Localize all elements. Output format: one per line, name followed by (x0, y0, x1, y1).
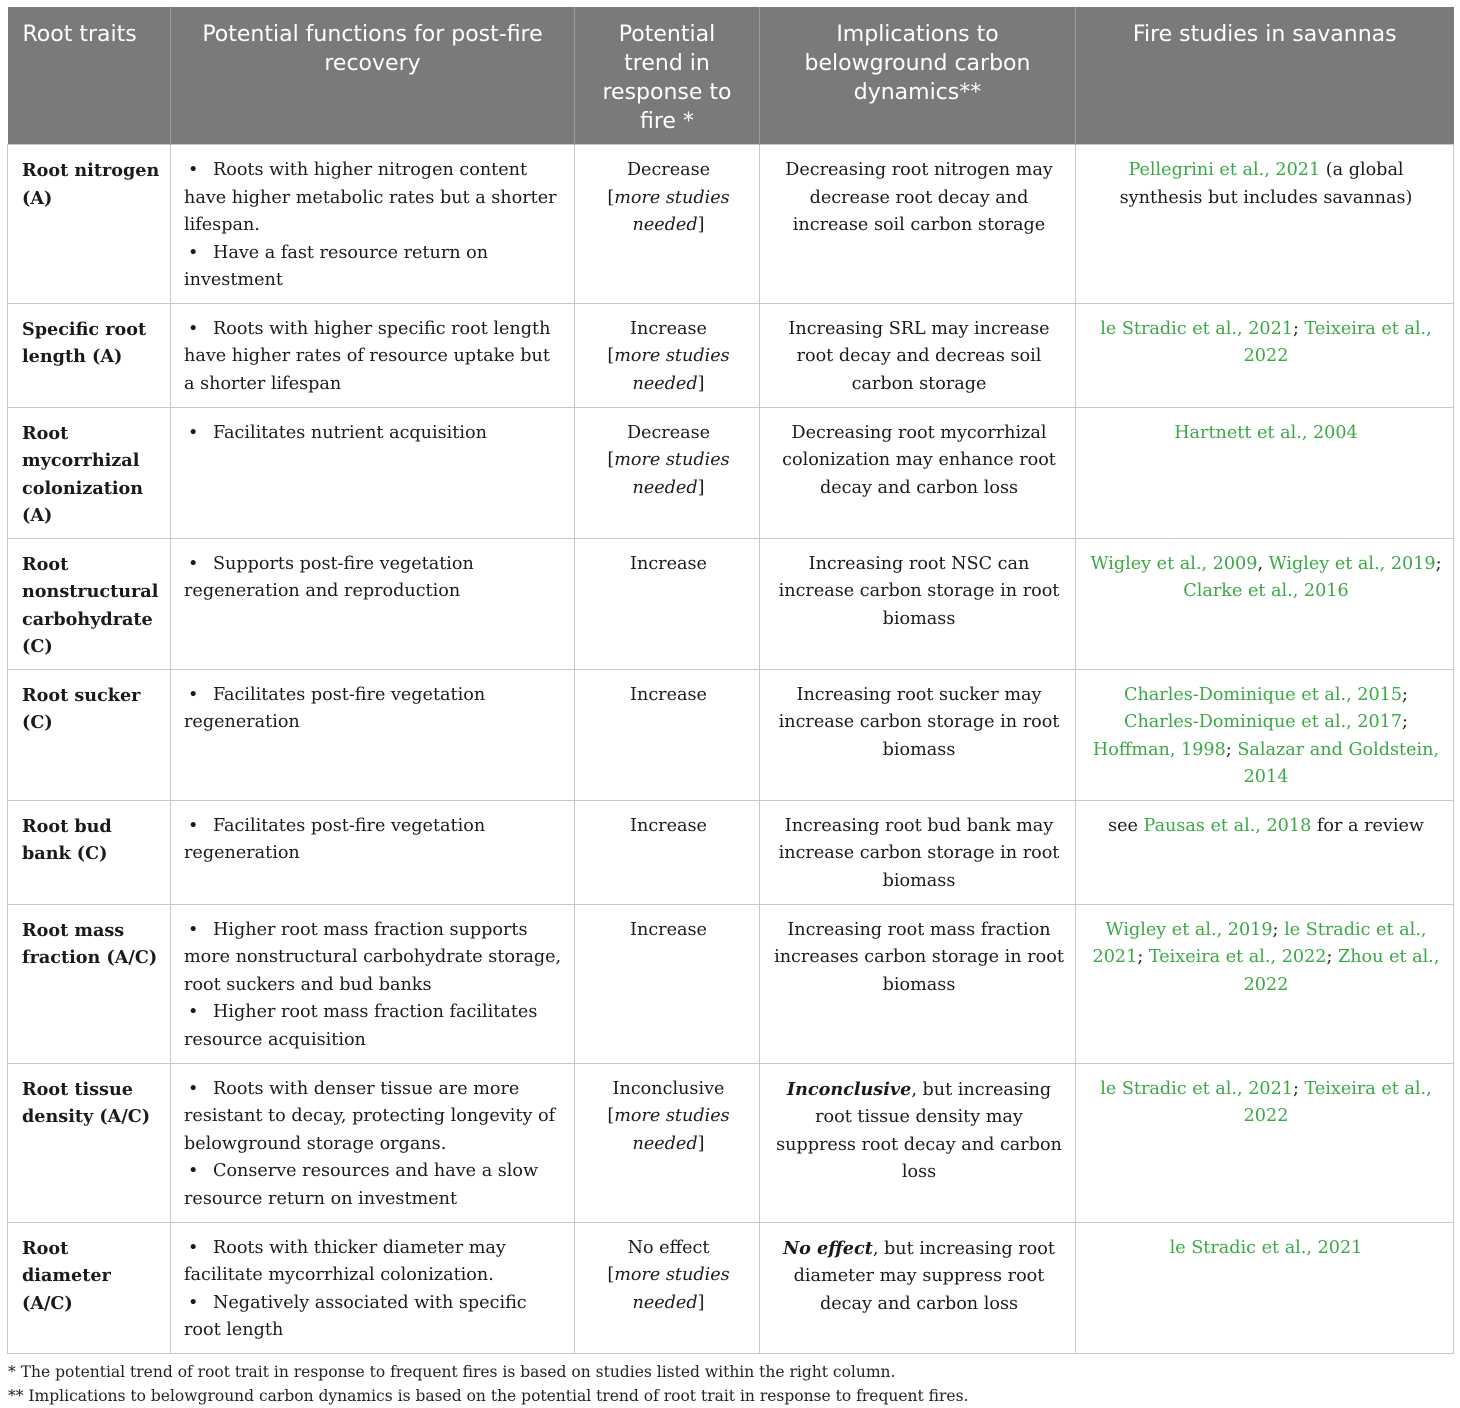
trend-value: Inconclusive (612, 1078, 725, 1099)
implication-text: Increasing SRL may increase root decay and decreas soil carbon storage (788, 318, 1050, 394)
table-header-row (8, 7, 1454, 145)
citation-link[interactable]: Wigley et al., 2019 (1268, 553, 1436, 574)
trend-cell (575, 904, 760, 1063)
trait-cell: Root diameter (A/C) (8, 1222, 171, 1353)
bullet-icon: • (188, 815, 199, 836)
bullet-icon: • (188, 553, 199, 574)
trend-note-text: more studies needed (614, 1106, 730, 1154)
citation-text: , (1257, 553, 1269, 574)
citation-text: ; (1225, 739, 1238, 760)
trend-cell (575, 538, 760, 669)
studies-cell (1076, 303, 1454, 407)
trend-note: [more studies needed] (607, 346, 730, 394)
citation-text: ; (1435, 553, 1442, 574)
citation-link[interactable]: Charles-Dominique et al., 2017 (1124, 712, 1403, 732)
table-row (8, 1222, 1454, 1353)
function-text: Facilitates post-fire vegetation regeneration (184, 684, 486, 732)
citation-text: ; (1326, 947, 1338, 967)
functions-cell (171, 145, 575, 304)
citation-link[interactable]: le Stradic et al., 2021 (1169, 1237, 1363, 1258)
trend-cell (575, 303, 760, 407)
trend-note: [more studies needed] (607, 1265, 730, 1313)
trend-value: Increase (630, 919, 707, 940)
functions-cell (171, 1063, 575, 1222)
bullet-icon: • (188, 422, 199, 443)
function-bullet (184, 551, 564, 606)
trend-value: Increase (630, 684, 707, 705)
trait-cell: Root mass fraction (A/C) (8, 904, 171, 1063)
function-text: Higher root mass fraction supports more nonstructural carbohydrate storage, root suckers and bud banks (184, 919, 562, 995)
citation-link[interactable]: Wigley et al., 2009 (1090, 553, 1258, 574)
bullet-icon: • (188, 1237, 199, 1258)
citation-text: ; (1292, 1078, 1305, 1099)
function-bullet (184, 917, 564, 1000)
functions-cell (171, 800, 575, 904)
trend-note: [more studies needed] (607, 1106, 730, 1154)
function-bullet (184, 420, 564, 448)
function-text: Supports post-fire vegetation regeneration and reproduction (184, 553, 474, 601)
citation-link[interactable]: Hoffman, 1998 (1092, 739, 1226, 760)
citation-link[interactable]: Clarke et al., 2016 (1183, 581, 1349, 601)
implication-lead: Inconclusive (786, 1078, 912, 1100)
citation-link[interactable]: Pellegrini et al., 2021 (1128, 160, 1321, 180)
trend-note-text: more studies needed (614, 1265, 730, 1313)
implication-text: Decreasing root mycorrhizal colonization may enhance root decay and carbon loss (782, 422, 1056, 498)
studies-cell (1076, 669, 1454, 800)
table-row (8, 669, 1454, 800)
trend-cell (575, 1222, 760, 1353)
citation-text: for a review (1311, 815, 1424, 836)
citation-link[interactable]: le Stradic et al., 2021 (1100, 318, 1293, 339)
implication-text: Increasing root sucker may increase carbon storage in root biomass (778, 684, 1060, 760)
function-text: Have a fast resource return on investment (184, 242, 489, 290)
implication-text: Increasing root NSC can increase carbon storage in root biomass (778, 553, 1060, 629)
trend-cell (575, 800, 760, 904)
implication-lead: No effect (783, 1237, 873, 1259)
functions-cell (171, 538, 575, 669)
bullet-icon: • (188, 1161, 199, 1181)
root-traits-table (7, 7, 1454, 1354)
trend-cell (575, 407, 760, 538)
table-container (7, 7, 1453, 1408)
implication-cell (760, 669, 1076, 800)
header-implications: Implications to belowground carbon dynamics** (760, 7, 1076, 145)
trend-note-text: more studies needed (614, 187, 730, 235)
footnote: * The potential trend of root trait in response to frequent fires is based on studies listed within the right column. (8, 1362, 896, 1381)
trend-value: Increase (630, 815, 707, 836)
studies-cell (1076, 1063, 1454, 1222)
citation-link[interactable]: Teixeira et al., 2022 (1243, 318, 1432, 366)
implication-cell (760, 407, 1076, 538)
table-row (8, 303, 1454, 407)
citation-link[interactable]: le Stradic et al., 2021 (1092, 919, 1427, 967)
citation-text: see (1108, 815, 1144, 836)
citation-text: ; (1272, 919, 1285, 940)
citation-text: ; (1402, 684, 1408, 705)
citation-link[interactable]: Teixeira et al., 2022 (1243, 1078, 1432, 1126)
trait-cell: Root nitrogen (A) (8, 145, 171, 304)
trend-cell (575, 145, 760, 304)
citation-link[interactable]: Hartnett et al., 2004 (1174, 422, 1358, 443)
citation-text: ; (1292, 318, 1305, 339)
trend-note: [more studies needed] (607, 450, 730, 498)
trait-cell: Root bud bank (C) (8, 800, 171, 904)
implication-text: , but increasing root diameter may suppress root decay and carbon loss (793, 1238, 1055, 1314)
table-row (8, 1063, 1454, 1222)
implication-text: Increasing root mass fraction increases carbon storage in root biomass (774, 919, 1064, 995)
table-row (8, 538, 1454, 669)
function-bullet (184, 316, 564, 399)
bullet-icon: • (188, 1002, 199, 1022)
implication-cell (760, 303, 1076, 407)
header-potential-functions: Potential functions for post-fire recovery (171, 7, 575, 145)
header-root-traits: Root traits (8, 7, 171, 145)
citation-text: (a global synthesis but includes savannas) (1119, 160, 1413, 208)
function-bullet (184, 240, 564, 295)
studies-cell (1076, 145, 1454, 304)
function-text: Negatively associated with specific root length (184, 1292, 527, 1340)
trend-note-text: more studies needed (614, 450, 730, 498)
bullet-icon: • (188, 318, 199, 339)
trait-cell: Root mycorrhizal colonization (A) (8, 407, 171, 538)
bullet-icon: • (188, 242, 199, 263)
trait-cell: Root sucker (C) (8, 669, 171, 800)
table-body (8, 145, 1454, 1354)
function-bullet (184, 682, 564, 737)
implication-cell (760, 1063, 1076, 1222)
function-text: Higher root mass fraction facilitates resource acquisition (184, 1002, 538, 1050)
trend-value: Increase (630, 318, 707, 339)
citation-link[interactable]: Zhou et al., 2022 (1243, 947, 1440, 995)
functions-cell (171, 407, 575, 538)
function-text: Conserve resources and have a slow resource return on investment (184, 1161, 539, 1209)
function-text: Facilitates post-fire vegetation regeneration (184, 815, 486, 863)
citation-link[interactable]: Teixeira et al., 2022 (1148, 947, 1327, 967)
function-bullet (184, 1076, 564, 1159)
bullet-icon: • (188, 1292, 199, 1313)
bullet-icon: • (188, 1078, 199, 1099)
function-bullet (184, 1235, 564, 1290)
trend-value: No effect (627, 1237, 710, 1258)
implication-cell (760, 1222, 1076, 1353)
implication-cell (760, 145, 1076, 304)
implication-text: Increasing root bud bank may increase carbon storage in root biomass (778, 815, 1060, 891)
header-fire-studies: Fire studies in savannas (1076, 7, 1454, 145)
implication-cell (760, 538, 1076, 669)
table-row (8, 800, 1454, 904)
trend-cell (575, 669, 760, 800)
table-row (8, 407, 1454, 538)
table-row (8, 145, 1454, 304)
bullet-icon: • (188, 684, 199, 705)
function-bullet (184, 157, 564, 240)
table-footnotes (7, 1360, 1453, 1408)
trend-value: Decrease (626, 160, 711, 180)
function-bullet (184, 813, 564, 868)
studies-cell (1076, 800, 1454, 904)
function-bullet (184, 1290, 564, 1345)
implication-text: , but increasing root tissue density may suppress root decay and carbon loss (776, 1079, 1062, 1182)
functions-cell (171, 904, 575, 1063)
trend-value: Decrease (626, 422, 711, 443)
functions-cell (171, 303, 575, 407)
functions-cell (171, 1222, 575, 1353)
function-text: Roots with thicker diameter may facilitate mycorrhizal colonization. (184, 1237, 506, 1285)
citation-link[interactable]: le Stradic et al., 2021 (1100, 1078, 1293, 1099)
trend-value: Increase (630, 553, 707, 574)
citation-link[interactable]: Wigley et al., 2019 (1105, 919, 1273, 940)
function-text: Roots with higher nitrogen content have higher metabolic rates but a shorter lifespan. (184, 160, 557, 235)
function-text: Roots with higher specific root length have higher rates of resource uptake but a shorter lifespan (184, 318, 551, 394)
citation-text: ; (1402, 712, 1408, 732)
citation-text: ; (1137, 947, 1149, 967)
trait-cell: Specific root length (A) (8, 303, 171, 407)
citation-link[interactable]: Pausas et al., 2018 (1143, 815, 1312, 836)
trend-cell (575, 1063, 760, 1222)
studies-cell (1076, 904, 1454, 1063)
trait-cell: Root tissue density (A/C) (8, 1063, 171, 1222)
trend-note-text: more studies needed (614, 346, 730, 394)
studies-cell (1076, 538, 1454, 669)
implication-cell (760, 904, 1076, 1063)
function-text: Roots with denser tissue are more resistant to decay, protecting longevity of belowground storage organs. (184, 1078, 556, 1154)
studies-cell (1076, 1222, 1454, 1353)
implication-text: Decreasing root nitrogen may decrease root decay and increase soil carbon storage (785, 160, 1053, 235)
citation-link[interactable]: Charles-Dominique et al., 2015 (1124, 684, 1403, 705)
function-bullet (184, 1158, 564, 1213)
trend-note: [more studies needed] (607, 187, 730, 235)
function-text: Facilitates nutrient acquisition (213, 422, 487, 443)
bullet-icon: • (188, 919, 199, 940)
trait-cell: Root nonstructural carbohydrate (C) (8, 538, 171, 669)
citation-link[interactable]: Salazar and Goldstein, 2014 (1237, 739, 1440, 787)
function-bullet (184, 999, 564, 1054)
footnote: ** Implications to belowground carbon dynamics is based on the potential trend of root trait in response to frequent fires. (8, 1386, 969, 1405)
functions-cell (171, 669, 575, 800)
bullet-icon: • (188, 160, 199, 180)
table-row (8, 904, 1454, 1063)
implication-cell (760, 800, 1076, 904)
studies-cell (1076, 407, 1454, 538)
header-potential-trend: Potential trend in response to fire * (575, 7, 760, 145)
